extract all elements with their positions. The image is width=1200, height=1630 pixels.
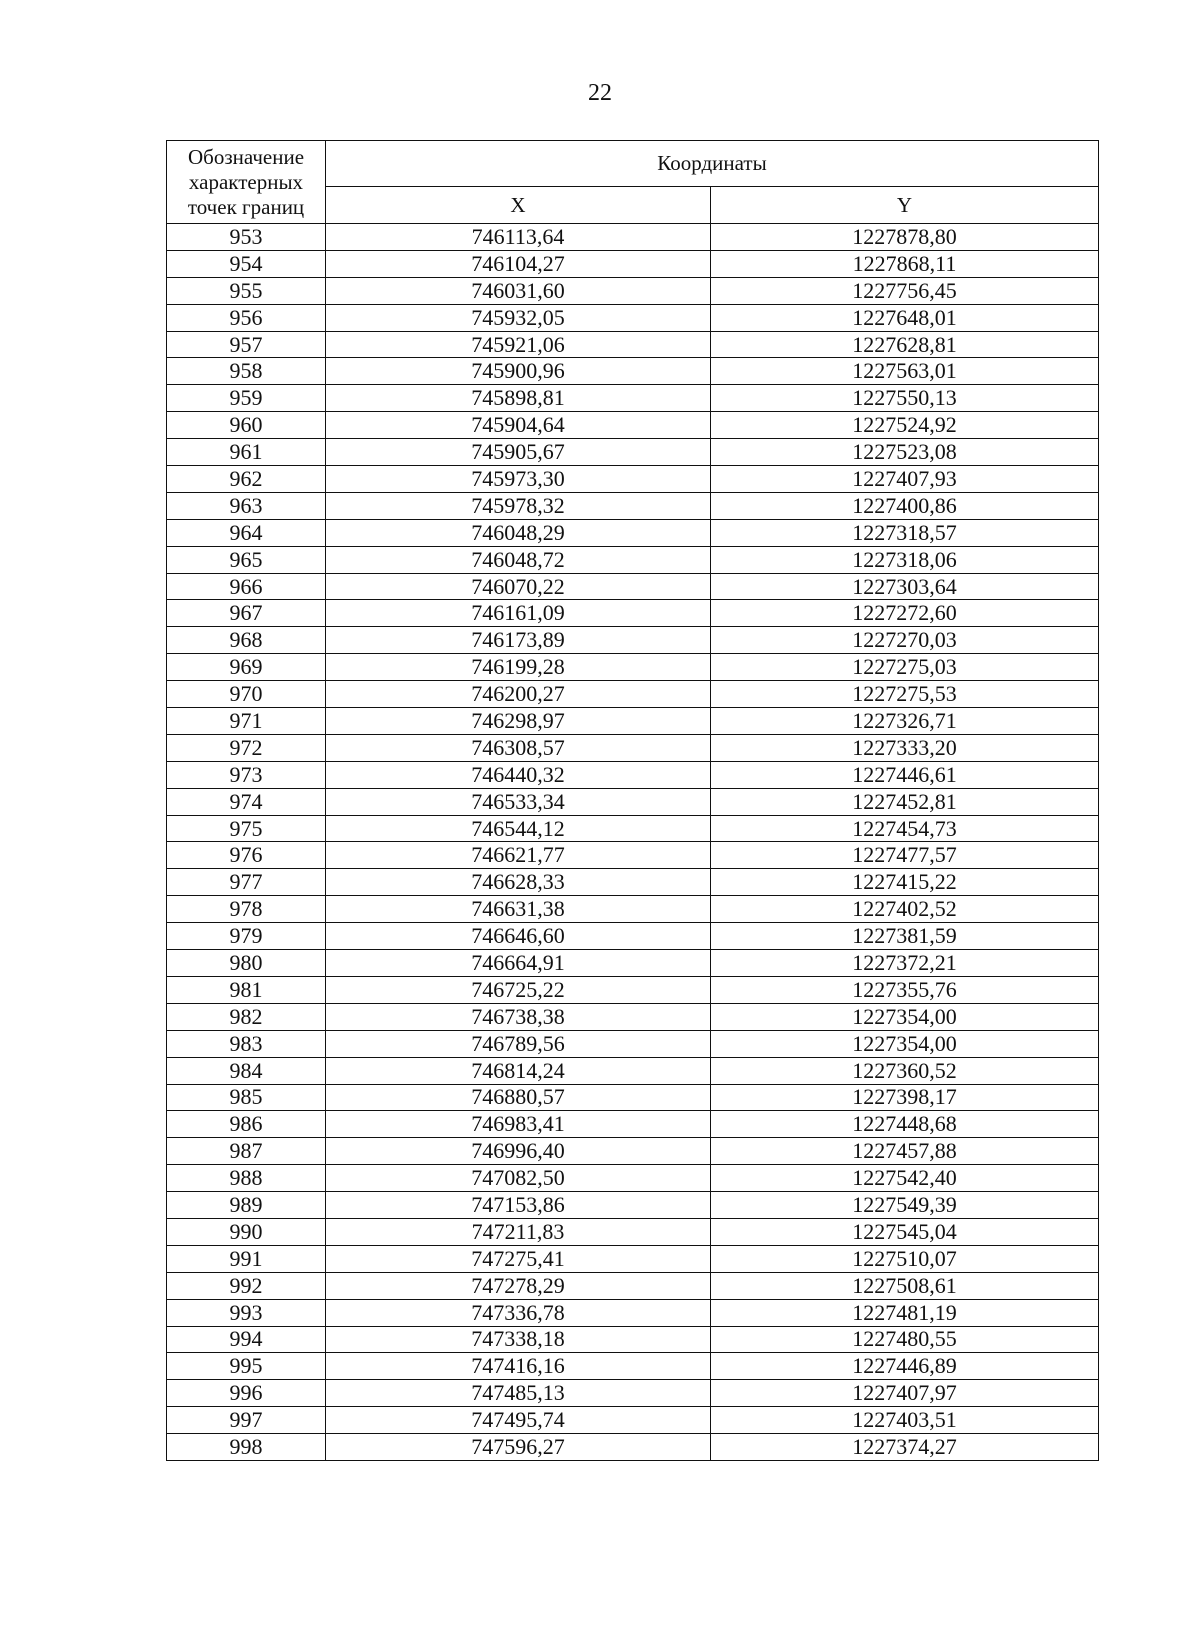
x-coordinate-cell: 745904,64 — [326, 412, 711, 439]
y-coordinate-cell: 1227270,03 — [711, 627, 1099, 654]
y-coordinate-cell: 1227374,27 — [711, 1434, 1099, 1461]
x-coordinate-cell: 746173,89 — [326, 627, 711, 654]
y-coordinate-cell: 1227563,01 — [711, 358, 1099, 385]
point-cell: 985 — [167, 1084, 326, 1111]
y-coordinate-cell: 1227452,81 — [711, 788, 1099, 815]
point-cell: 989 — [167, 1192, 326, 1219]
x-coordinate-cell: 747278,29 — [326, 1272, 711, 1299]
y-coordinate-cell: 1227415,22 — [711, 869, 1099, 896]
table-row — [167, 1057, 1099, 1084]
point-cell: 957 — [167, 331, 326, 358]
table-row — [167, 869, 1099, 896]
point-cell: 994 — [167, 1326, 326, 1353]
y-coordinate-cell: 1227303,64 — [711, 573, 1099, 600]
x-coordinate-cell: 746725,22 — [326, 976, 711, 1003]
x-coordinate-cell: 746104,27 — [326, 250, 711, 277]
y-coordinate-cell: 1227333,20 — [711, 734, 1099, 761]
y-coordinate-cell: 1227446,89 — [711, 1353, 1099, 1380]
y-coordinate-cell: 1227510,07 — [711, 1245, 1099, 1272]
x-coordinate-cell: 746789,56 — [326, 1030, 711, 1057]
point-cell: 966 — [167, 573, 326, 600]
point-cell: 982 — [167, 1003, 326, 1030]
table-row — [167, 224, 1099, 251]
x-coordinate-cell: 746161,09 — [326, 600, 711, 627]
y-coordinate-cell: 1227454,73 — [711, 815, 1099, 842]
x-coordinate-cell: 746646,60 — [326, 923, 711, 950]
point-cell: 990 — [167, 1218, 326, 1245]
table-row — [167, 627, 1099, 654]
y-coordinate-cell: 1227523,08 — [711, 439, 1099, 466]
point-cell: 965 — [167, 546, 326, 573]
table-row — [167, 788, 1099, 815]
table-row — [167, 250, 1099, 277]
y-coordinate-cell: 1227550,13 — [711, 385, 1099, 412]
table-row — [167, 573, 1099, 600]
y-coordinate-cell: 1227508,61 — [711, 1272, 1099, 1299]
x-coordinate-cell: 747211,83 — [326, 1218, 711, 1245]
y-coordinate-cell: 1227381,59 — [711, 923, 1099, 950]
table-row — [167, 600, 1099, 627]
y-coordinate-cell: 1227402,52 — [711, 896, 1099, 923]
x-coordinate-cell: 746664,91 — [326, 950, 711, 977]
point-cell: 983 — [167, 1030, 326, 1057]
point-cell: 954 — [167, 250, 326, 277]
table-row — [167, 412, 1099, 439]
x-coordinate-cell: 745978,32 — [326, 492, 711, 519]
table-row — [167, 1138, 1099, 1165]
table-row — [167, 976, 1099, 1003]
table-row — [167, 466, 1099, 493]
y-coordinate-cell: 1227477,57 — [711, 842, 1099, 869]
table-row — [167, 708, 1099, 735]
x-coordinate-cell: 746440,32 — [326, 761, 711, 788]
x-coordinate-cell: 746738,38 — [326, 1003, 711, 1030]
point-cell: 967 — [167, 600, 326, 627]
y-coordinate-cell: 1227628,81 — [711, 331, 1099, 358]
point-cell: 973 — [167, 761, 326, 788]
point-cell: 979 — [167, 923, 326, 950]
coordinates-column-header: Координаты — [326, 141, 1099, 187]
page-number: 22 — [588, 80, 612, 106]
point-cell: 995 — [167, 1353, 326, 1380]
point-cell: 969 — [167, 654, 326, 681]
y-coordinate-cell: 1227272,60 — [711, 600, 1099, 627]
table-row — [167, 1299, 1099, 1326]
table-row — [167, 492, 1099, 519]
x-coordinate-cell: 747338,18 — [326, 1326, 711, 1353]
y-coordinate-cell: 1227648,01 — [711, 304, 1099, 331]
x-coordinate-cell: 745898,81 — [326, 385, 711, 412]
y-coordinate-cell: 1227400,86 — [711, 492, 1099, 519]
table-row — [167, 304, 1099, 331]
table-row — [167, 1434, 1099, 1461]
x-column-header: X — [326, 186, 711, 223]
y-coordinate-cell: 1227403,51 — [711, 1407, 1099, 1434]
y-coordinate-cell: 1227549,39 — [711, 1192, 1099, 1219]
table-header — [167, 141, 1099, 224]
y-coordinate-cell: 1227756,45 — [711, 277, 1099, 304]
point-cell: 993 — [167, 1299, 326, 1326]
x-coordinate-cell: 746048,29 — [326, 519, 711, 546]
table-row — [167, 1165, 1099, 1192]
point-cell: 968 — [167, 627, 326, 654]
y-coordinate-cell: 1227407,97 — [711, 1380, 1099, 1407]
table-row — [167, 1003, 1099, 1030]
table-row — [167, 1084, 1099, 1111]
point-cell: 962 — [167, 466, 326, 493]
y-coordinate-cell: 1227275,53 — [711, 681, 1099, 708]
point-cell: 976 — [167, 842, 326, 869]
point-cell: 972 — [167, 734, 326, 761]
table-row — [167, 358, 1099, 385]
x-coordinate-cell: 746048,72 — [326, 546, 711, 573]
y-coordinate-cell: 1227326,71 — [711, 708, 1099, 735]
x-coordinate-cell: 745973,30 — [326, 466, 711, 493]
x-coordinate-cell: 745905,67 — [326, 439, 711, 466]
y-coordinate-cell: 1227398,17 — [711, 1084, 1099, 1111]
table-row — [167, 1218, 1099, 1245]
x-coordinate-cell: 745900,96 — [326, 358, 711, 385]
table-row — [167, 1192, 1099, 1219]
point-cell: 974 — [167, 788, 326, 815]
y-coordinate-cell: 1227448,68 — [711, 1111, 1099, 1138]
y-coordinate-cell: 1227481,19 — [711, 1299, 1099, 1326]
point-cell: 975 — [167, 815, 326, 842]
x-coordinate-cell: 746533,34 — [326, 788, 711, 815]
x-coordinate-cell: 746113,64 — [326, 224, 711, 251]
x-coordinate-cell: 746880,57 — [326, 1084, 711, 1111]
x-coordinate-cell: 746298,97 — [326, 708, 711, 735]
table-row — [167, 950, 1099, 977]
x-coordinate-cell: 746814,24 — [326, 1057, 711, 1084]
table-row — [167, 923, 1099, 950]
point-column-header: Обозначение характерных точек границ — [167, 141, 326, 224]
table-row — [167, 1245, 1099, 1272]
table-row — [167, 896, 1099, 923]
point-cell: 984 — [167, 1057, 326, 1084]
table-row — [167, 1030, 1099, 1057]
y-coordinate-cell: 1227542,40 — [711, 1165, 1099, 1192]
y-coordinate-cell: 1227878,80 — [711, 224, 1099, 251]
table-row — [167, 1380, 1099, 1407]
table-row — [167, 1326, 1099, 1353]
table-row — [167, 546, 1099, 573]
point-cell: 955 — [167, 277, 326, 304]
x-coordinate-cell: 747416,16 — [326, 1353, 711, 1380]
y-coordinate-cell: 1227524,92 — [711, 412, 1099, 439]
y-coordinate-cell: 1227480,55 — [711, 1326, 1099, 1353]
point-cell: 959 — [167, 385, 326, 412]
table-row — [167, 385, 1099, 412]
x-coordinate-cell: 746031,60 — [326, 277, 711, 304]
point-cell: 970 — [167, 681, 326, 708]
coordinates-table — [166, 140, 1099, 1461]
point-cell: 961 — [167, 439, 326, 466]
x-coordinate-cell: 747153,86 — [326, 1192, 711, 1219]
table-row — [167, 681, 1099, 708]
point-cell: 998 — [167, 1434, 326, 1461]
point-cell: 953 — [167, 224, 326, 251]
x-coordinate-cell: 745921,06 — [326, 331, 711, 358]
y-coordinate-cell: 1227457,88 — [711, 1138, 1099, 1165]
point-cell: 958 — [167, 358, 326, 385]
point-cell: 987 — [167, 1138, 326, 1165]
table-row — [167, 1353, 1099, 1380]
point-cell: 978 — [167, 896, 326, 923]
x-coordinate-cell: 746544,12 — [326, 815, 711, 842]
y-coordinate-cell: 1227360,52 — [711, 1057, 1099, 1084]
y-coordinate-cell: 1227446,61 — [711, 761, 1099, 788]
point-cell: 986 — [167, 1111, 326, 1138]
point-cell: 977 — [167, 869, 326, 896]
point-cell: 981 — [167, 976, 326, 1003]
y-coordinate-cell: 1227318,06 — [711, 546, 1099, 573]
x-coordinate-cell: 746070,22 — [326, 573, 711, 600]
point-cell: 988 — [167, 1165, 326, 1192]
x-coordinate-cell: 747485,13 — [326, 1380, 711, 1407]
table-row — [167, 1272, 1099, 1299]
x-coordinate-cell: 747336,78 — [326, 1299, 711, 1326]
point-cell: 997 — [167, 1407, 326, 1434]
y-coordinate-cell: 1227407,93 — [711, 466, 1099, 493]
table-row — [167, 654, 1099, 681]
x-coordinate-cell: 745932,05 — [326, 304, 711, 331]
point-cell: 971 — [167, 708, 326, 735]
table-row — [167, 439, 1099, 466]
x-coordinate-cell: 747495,74 — [326, 1407, 711, 1434]
x-coordinate-cell: 746996,40 — [326, 1138, 711, 1165]
table-row — [167, 519, 1099, 546]
point-cell: 980 — [167, 950, 326, 977]
y-coordinate-cell: 1227354,00 — [711, 1030, 1099, 1057]
x-coordinate-cell: 747596,27 — [326, 1434, 711, 1461]
table-row — [167, 734, 1099, 761]
x-coordinate-cell: 746308,57 — [326, 734, 711, 761]
point-cell: 992 — [167, 1272, 326, 1299]
x-coordinate-cell: 747275,41 — [326, 1245, 711, 1272]
x-coordinate-cell: 747082,50 — [326, 1165, 711, 1192]
y-coordinate-cell: 1227275,03 — [711, 654, 1099, 681]
y-coordinate-cell: 1227372,21 — [711, 950, 1099, 977]
table-row — [167, 1111, 1099, 1138]
x-coordinate-cell: 746200,27 — [326, 681, 711, 708]
y-coordinate-cell: 1227318,57 — [711, 519, 1099, 546]
point-cell: 991 — [167, 1245, 326, 1272]
table-row — [167, 761, 1099, 788]
point-cell: 963 — [167, 492, 326, 519]
x-coordinate-cell: 746621,77 — [326, 842, 711, 869]
x-coordinate-cell: 746631,38 — [326, 896, 711, 923]
y-coordinate-cell: 1227868,11 — [711, 250, 1099, 277]
table-row — [167, 277, 1099, 304]
y-column-header: Y — [711, 186, 1099, 223]
y-coordinate-cell: 1227354,00 — [711, 1003, 1099, 1030]
point-cell: 960 — [167, 412, 326, 439]
point-cell: 956 — [167, 304, 326, 331]
x-coordinate-cell: 746628,33 — [326, 869, 711, 896]
table-row — [167, 842, 1099, 869]
table-row — [167, 331, 1099, 358]
x-coordinate-cell: 746983,41 — [326, 1111, 711, 1138]
point-cell: 996 — [167, 1380, 326, 1407]
table-row — [167, 1407, 1099, 1434]
table-body — [167, 224, 1099, 1461]
x-coordinate-cell: 746199,28 — [326, 654, 711, 681]
table-row — [167, 815, 1099, 842]
y-coordinate-cell: 1227545,04 — [711, 1218, 1099, 1245]
point-cell: 964 — [167, 519, 326, 546]
y-coordinate-cell: 1227355,76 — [711, 976, 1099, 1003]
